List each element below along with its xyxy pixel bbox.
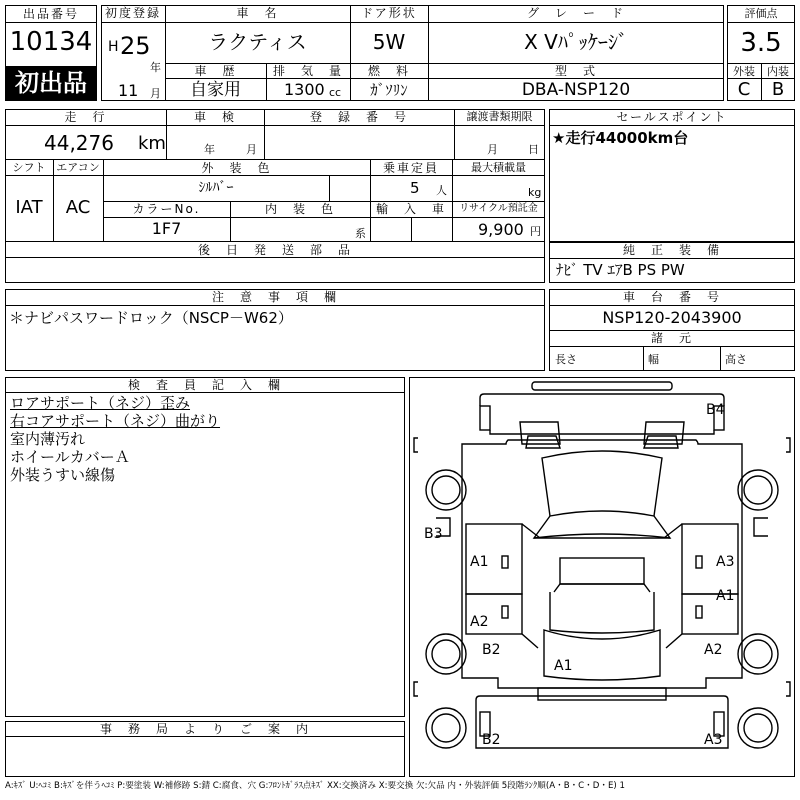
sales-point-label: セールスポイント [616, 110, 728, 124]
chassis-number: NSP120-2043900 [602, 308, 742, 327]
inspector-line-5: 外装うすい線傷 [10, 466, 116, 484]
history: 自家用 [190, 80, 241, 100]
exterior-label: 外装 [733, 65, 755, 78]
height-label: 高さ [725, 353, 747, 366]
color-no-label: カラーNo. [132, 202, 201, 216]
inspector-line-3: 室内薄汚れ [10, 430, 86, 448]
month: 11 [118, 81, 139, 100]
later-parts-label: 後 日 発 送 部 品 [197, 243, 352, 257]
transfer-month-unit: 月 [487, 143, 498, 156]
score-label: 評価点 [744, 7, 778, 20]
inspection-month-unit: 月 [246, 143, 257, 156]
interior-label: 内装 [767, 65, 789, 78]
history-label: 車 歴 [194, 64, 237, 78]
inspector-line-2: 右コアサポート（ネジ）曲がり [10, 412, 221, 430]
era: H [108, 39, 119, 55]
exterior-grade: C [737, 79, 751, 100]
mileage-unit: km [138, 133, 166, 154]
ac-label: エアコン [56, 161, 100, 174]
mark-A1-rear: A1 [554, 658, 573, 674]
month-unit: 月 [150, 87, 161, 100]
car-diagram-svg [410, 378, 794, 776]
capacity-unit: 人 [436, 184, 447, 197]
mark-B2-rear-bumper: B2 [482, 732, 501, 748]
mark-A2-left-rear: A2 [470, 614, 489, 630]
length-label: 長さ [555, 353, 577, 366]
year: 25 [120, 32, 151, 60]
capacity: 5 [410, 179, 420, 197]
ext-color-label: 外 装 色 [201, 161, 272, 175]
fuel-label: 燃 料 [367, 64, 410, 78]
car-diagram [409, 377, 795, 777]
recycle-unit: 円 [530, 225, 541, 238]
mark-A3-right-front: A3 [716, 554, 735, 570]
first-reg-label: 初度登録 [104, 6, 161, 20]
transfer-day-unit: 日 [528, 143, 539, 156]
chassis-label: 車 台 番 号 [622, 290, 721, 304]
door-label: ドア形状 [361, 6, 417, 20]
mileage: 44,276 [44, 131, 114, 155]
score: 3.5 [740, 28, 782, 58]
ac: AC [65, 197, 91, 218]
legend: A:ｷｽﾞ U:ﾍｺﾐ B:ｷｽﾞを伴うﾍｺﾐ P:要塗装 W:補修跡 S:錆 C:腐食、穴 G:ﾌﾛﾝﾄｶﾞﾗｽ点ｷｽﾞ XX:交換済み X:要交換 欠:欠品 内・外装評価 5段階ﾗﾝｸ順(A・B・C・D・E) 1 [5, 781, 625, 791]
caution-label: 注 意 事 項 欄 [211, 290, 338, 304]
mark-A3-rear-bumper: A3 [704, 732, 723, 748]
int-color-label: 内 装 色 [264, 202, 335, 216]
lot-label: 出品番号 [22, 7, 79, 21]
inspector-label: 検 査 員 記 入 欄 [127, 378, 282, 392]
regno-label: 登 録 番 号 [309, 110, 408, 124]
equipment: ﾅﾋﾞ TV ｴｱB PS PW [556, 261, 685, 279]
capacity-label: 乗車定員 [382, 161, 439, 175]
car-name: ラクティス [208, 30, 307, 54]
year-unit: 年 [150, 61, 161, 74]
mark-A1-left-front: A1 [470, 554, 489, 570]
equipment-label: 純 正 装 備 [622, 243, 721, 257]
displacement: 1300 [284, 80, 325, 99]
ext-color: ｼﾙﾊﾞｰ [198, 180, 234, 196]
grade-label: グ レ ー ド [526, 6, 625, 20]
mark-A2-right-fender: A2 [704, 642, 723, 658]
load-unit: kg [528, 186, 542, 199]
recycle-label: リサイクル預託金 [459, 203, 538, 214]
dims-label: 諸 元 [650, 331, 693, 345]
grade: X Vﾊﾟｯｹｰｼﾞ [524, 30, 628, 54]
mark-B2-left-fender: B2 [482, 642, 501, 658]
mark-A1-right-rear: A1 [716, 588, 735, 604]
sales-point-text: ★走行44000km台 [552, 129, 689, 147]
recycle: 9,900 [478, 220, 524, 239]
fuel: ｶﾞｿﾘﾝ [370, 81, 408, 99]
shift-label: シフト [12, 161, 46, 174]
first-listing-badge: 初出品 [6, 66, 96, 100]
shift: IAT [15, 197, 43, 218]
displacement-unit: cc [329, 86, 342, 99]
door: 5W [372, 30, 406, 54]
mileage-label: 走 行 [64, 110, 107, 124]
inspector-line-1: ロアサポート（ネジ）歪み [10, 394, 191, 412]
lot-number: 10134 [9, 27, 93, 57]
inspection-label: 車 検 [193, 110, 236, 124]
office-label: 事 務 局 よ り ご 案 内 [99, 722, 310, 736]
import-label: 輸 入 車 [375, 202, 446, 216]
inspection-year-unit: 年 [204, 143, 215, 156]
displacement-label: 排 気 量 [272, 64, 343, 78]
width-label: 幅 [648, 353, 659, 366]
color-no: 1F7 [151, 219, 182, 238]
model-label: 型 式 [554, 64, 597, 78]
int-color-unit: 系 [355, 227, 366, 240]
inspector-line-4: ホイールカバーＡ [10, 448, 130, 466]
load-label: 最大積載量 [471, 161, 526, 174]
interior-grade: B [771, 79, 785, 100]
model: DBA-NSP120 [521, 80, 631, 100]
mark-B4: B4 [706, 402, 725, 418]
caution-text: ＊ナビパスワードロック（NSCP－W62） [9, 309, 293, 327]
transfer-label: 譲渡書類期限 [466, 110, 533, 123]
mark-B3: B3 [424, 526, 443, 542]
car-name-label: 車 名 [236, 6, 279, 20]
